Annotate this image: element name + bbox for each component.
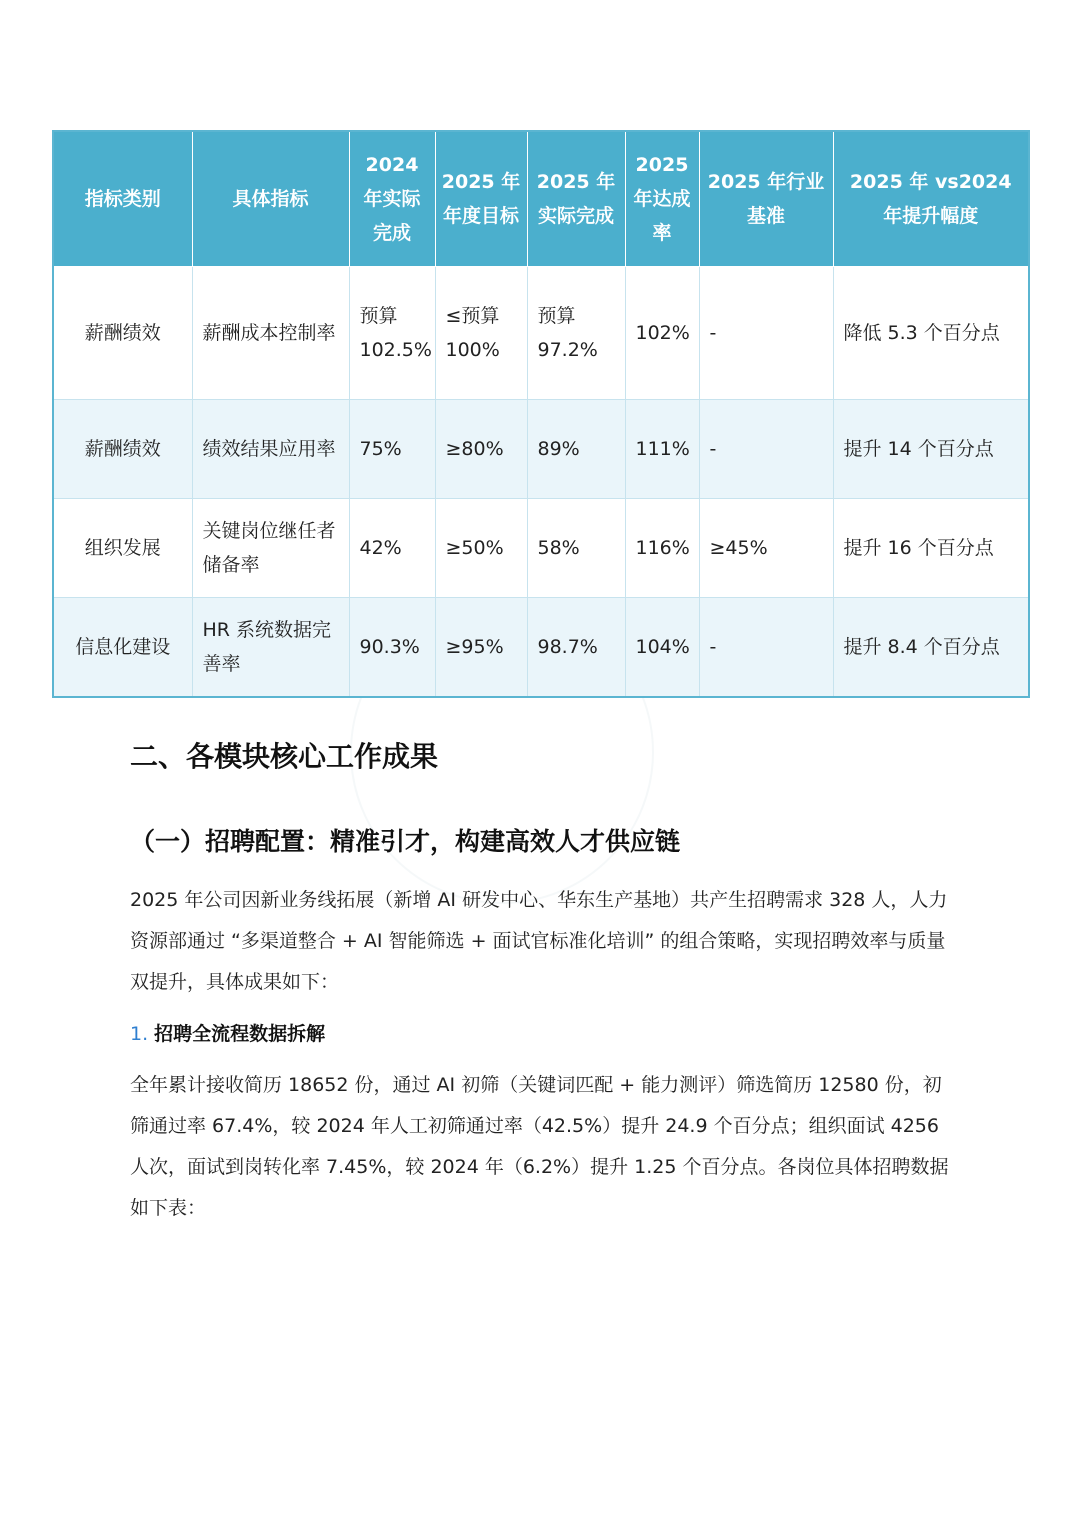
cell-2025-target: ≥95% xyxy=(435,598,527,698)
cell-2024-actual: 90.3% xyxy=(349,598,435,698)
cell-2025-actual: 预算 97.2% xyxy=(527,267,625,400)
cell-2025-rate: 104% xyxy=(625,598,699,698)
cell-category: 信息化建设 xyxy=(53,598,192,698)
cell-improvement: 降低 5.3 个百分点 xyxy=(833,267,1029,400)
cell-category: 薪酬绩效 xyxy=(53,400,192,499)
table-row xyxy=(53,598,1029,698)
kpi-table xyxy=(52,130,1030,698)
subsection-title: （一）招聘配置：精准引才，构建高效人才供应链 xyxy=(130,827,681,856)
cell-2025-actual: 89% xyxy=(527,400,625,499)
cell-improvement: 提升 14 个百分点 xyxy=(833,400,1029,499)
cell-2025-rate: 111% xyxy=(625,400,699,499)
intro-paragraph: 2025 年公司因新业务线拓展（新增 AI 研发中心、华东生产基地）共产生招聘需求 328 人，人力资源部通过 “多渠道整合 + AI 智能筛选 + 面试官标准化培训” 的组合策略，实现招聘效率与质量双提升，具体成果如下： xyxy=(130,889,948,993)
cell-indicator: 关键岗位继任者储备率 xyxy=(192,499,349,598)
recruitment-data-paragraph: 全年累计接收简历 18652 份，通过 AI 初筛（关键词匹配 + 能力测评）筛选简历 12580 份，初筛通过率 67.4%，较 2024 年人工初筛通过率（42.5%）提升 24.9 个百分点；组织面试 4256 人次，面试到岗转化率 7.45%，较 2024 年（6.2%）提升 1.25 个百分点。各岗位具体招聘数据如下表： xyxy=(130,1074,949,1219)
cell-industry-benchmark: - xyxy=(699,598,833,698)
cell-2024-actual: 75% xyxy=(349,400,435,499)
header-2025-target: 2025 年年度目标 xyxy=(435,131,527,267)
cell-2024-actual: 预算 102.5% xyxy=(349,267,435,400)
cell-category: 组织发展 xyxy=(53,499,192,598)
cell-industry-benchmark: - xyxy=(699,267,833,400)
cell-indicator: 绩效结果应用率 xyxy=(192,400,349,499)
header-industry-benchmark: 2025 年行业基准 xyxy=(699,131,833,267)
cell-2025-target: ≥80% xyxy=(435,400,527,499)
cell-2025-actual: 58% xyxy=(527,499,625,598)
list-item-number: 1. xyxy=(130,1023,149,1045)
header-2024-actual: 2024 年实际完成 xyxy=(349,131,435,267)
cell-industry-benchmark: ≥45% xyxy=(699,499,833,598)
table-row xyxy=(53,400,1029,499)
cell-indicator: 薪酬成本控制率 xyxy=(192,267,349,400)
cell-2025-rate: 116% xyxy=(625,499,699,598)
header-2025-actual: 2025 年实际完成 xyxy=(527,131,625,267)
cell-2025-rate: 102% xyxy=(625,267,699,400)
cell-2025-target: ≤预算 100% xyxy=(435,267,527,400)
cell-2024-actual: 42% xyxy=(349,499,435,598)
header-2025-rate: 2025 年达成率 xyxy=(625,131,699,267)
table-row xyxy=(53,267,1029,400)
list-item-title: 招聘全流程数据拆解 xyxy=(154,1023,326,1045)
cell-category: 薪酬绩效 xyxy=(53,267,192,400)
section-title: 二、各模块核心工作成果 xyxy=(130,740,439,773)
cell-2025-actual: 98.7% xyxy=(527,598,625,698)
header-category: 指标类别 xyxy=(53,131,192,267)
header-improvement: 2025 年 vs2024 年提升幅度 xyxy=(833,131,1029,267)
table-row xyxy=(53,499,1029,598)
table-header-row xyxy=(53,131,1029,267)
list-item-heading xyxy=(130,1019,325,1046)
cell-improvement: 提升 8.4 个百分点 xyxy=(833,598,1029,698)
cell-industry-benchmark: - xyxy=(699,400,833,499)
cell-indicator: HR 系统数据完善率 xyxy=(192,598,349,698)
cell-2025-target: ≥50% xyxy=(435,499,527,598)
cell-improvement: 提升 16 个百分点 xyxy=(833,499,1029,598)
header-indicator: 具体指标 xyxy=(192,131,349,267)
